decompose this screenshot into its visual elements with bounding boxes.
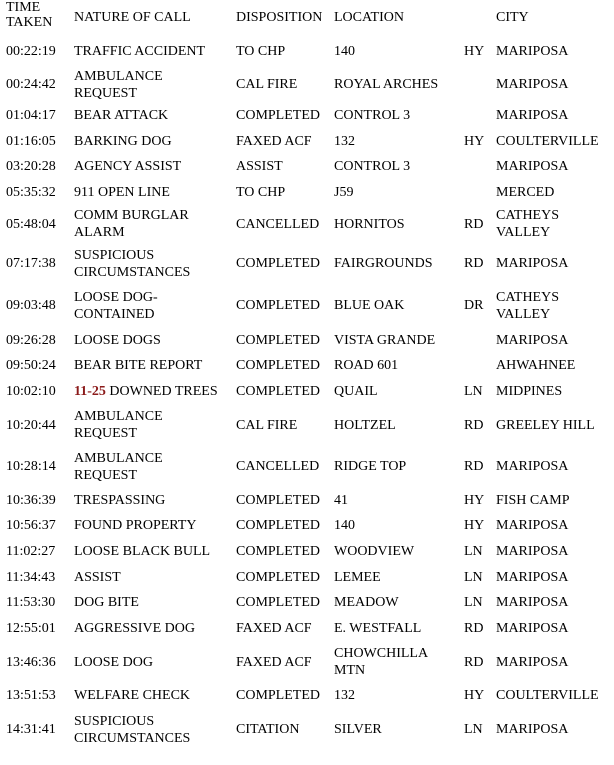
location-cell: LEMEE — [334, 569, 381, 585]
time-cell: 01:04:17 — [6, 108, 56, 123]
disposition-cell: COMPLETED — [236, 595, 320, 610]
city-cell: MARIPOSA — [496, 159, 569, 174]
time-cell: 01:16:05 — [6, 133, 56, 149]
suffix-cell: HY — [464, 43, 485, 59]
time-cell: 09:50:24 — [6, 358, 56, 373]
header-suffix — [464, 0, 496, 36]
location-cell: QUAIL — [334, 383, 378, 399]
table-row — [0, 487, 614, 513]
suffix-cell: RD — [464, 417, 484, 433]
city-cell: MIDPINES — [496, 383, 563, 399]
disposition-cell: CITATION — [236, 722, 300, 737]
disposition-cell: CANCELLED — [236, 459, 320, 474]
nature-cell: AGENCY ASSIST — [74, 159, 182, 174]
city-cell: MARIPOSA — [496, 569, 569, 585]
city-cell: MARIPOSA — [496, 256, 569, 271]
city-cell: MARIPOSA — [496, 518, 569, 533]
suffix-cell: HY — [464, 133, 485, 149]
nature-cell: LOOSE DOGS — [74, 332, 161, 348]
time-cell: 10:56:37 — [6, 518, 56, 533]
table-row — [0, 179, 614, 205]
city-cell: CATHEYS VALLEY — [496, 208, 560, 240]
location-cell: E. WESTFALL — [334, 620, 422, 636]
table-row — [0, 284, 614, 327]
nature-label: DOWNED TREES — [109, 383, 218, 399]
nature-cell: AGGRESSIVE DOG — [74, 620, 195, 636]
nature-text — [74, 383, 218, 400]
time-cell: 12:55:01 — [6, 620, 56, 636]
nature-cell: LOOSE BLACK BULL — [74, 543, 211, 559]
location-cell: ROYAL ARCHES — [334, 77, 439, 92]
disposition-cell: COMPLETED — [236, 256, 320, 271]
location-cell: CONTROL 3 — [334, 108, 411, 123]
time-cell: 10:28:14 — [6, 459, 56, 474]
time-cell: 00:22:19 — [6, 43, 56, 59]
nature-cell: BEAR BITE REPORT — [74, 358, 203, 373]
suffix-cell: RD — [464, 459, 484, 474]
call-code: 11-25 — [74, 383, 106, 399]
city-cell: MARIPOSA — [496, 43, 569, 59]
table-row — [0, 128, 614, 154]
time-cell: 05:35:32 — [6, 184, 56, 200]
table-row — [0, 564, 614, 590]
location-cell: MEADOW — [334, 595, 399, 610]
location-cell: CONTROL 3 — [334, 159, 411, 174]
nature-cell: BARKING DOG — [74, 133, 172, 149]
nature-cell: TRAFFIC ACCIDENT — [74, 43, 206, 59]
location-cell: HOLTZEL — [334, 417, 396, 433]
suffix-cell: DR — [464, 298, 484, 313]
time-cell: 07:17:38 — [6, 256, 56, 271]
time-cell: 03:20:28 — [6, 159, 56, 174]
location-cell: VISTA GRANDE — [334, 332, 436, 348]
disposition-cell: COMPLETED — [236, 332, 320, 348]
time-cell: 10:20:44 — [6, 417, 56, 433]
time-cell: 13:46:36 — [6, 654, 56, 670]
table-row — [0, 243, 614, 284]
table-row — [0, 590, 614, 615]
suffix-cell: RD — [464, 620, 484, 636]
location-cell: FAIRGROUNDS — [334, 256, 433, 271]
disposition-cell: COMPLETED — [236, 688, 320, 703]
table-row — [0, 404, 614, 446]
table-row — [0, 103, 614, 128]
city-cell: MARIPOSA — [496, 654, 569, 670]
disposition-cell: FAXED ACF — [236, 654, 312, 670]
location-cell: 132 — [334, 133, 355, 149]
table-row — [0, 154, 614, 179]
city-cell: MARIPOSA — [496, 620, 569, 636]
suffix-cell — [464, 154, 496, 179]
location-cell: J59 — [334, 184, 354, 200]
table-body — [0, 36, 614, 751]
time-cell: 09:03:48 — [6, 298, 56, 313]
nature-cell: FOUND PROPERTY — [74, 518, 197, 533]
table-row — [0, 538, 614, 564]
suffix-cell: LN — [464, 383, 483, 399]
city-cell: COULTERVILLE — [496, 133, 599, 149]
time-cell: 14:31:41 — [6, 722, 56, 737]
nature-cell: 911 OPEN LINE — [74, 184, 170, 200]
header-nature-of-call: NATURE OF CALL — [74, 10, 191, 25]
disposition-cell: TO CHP — [236, 43, 286, 59]
suffix-cell: LN — [464, 595, 483, 610]
nature-cell: AMBULANCE REQUEST — [74, 409, 163, 441]
location-cell: HORNITOS — [334, 216, 405, 232]
disposition-cell: CAL FIRE — [236, 77, 298, 92]
time-cell: 09:26:28 — [6, 332, 56, 348]
nature-cell: LOOSE DOG — [74, 654, 153, 670]
city-cell: MARIPOSA — [496, 722, 569, 737]
time-cell: 05:48:04 — [6, 216, 56, 232]
table-row — [0, 66, 614, 103]
disposition-cell: COMPLETED — [236, 518, 320, 533]
location-cell: 140 — [334, 518, 355, 533]
location-cell: 140 — [334, 43, 355, 59]
city-cell: MARIPOSA — [496, 595, 569, 610]
nature-cell: AMBULANCE REQUEST — [74, 68, 163, 101]
location-cell: 132 — [334, 688, 355, 703]
city-cell: AHWAHNEE — [496, 358, 576, 373]
city-cell: MARIPOSA — [496, 108, 569, 123]
city-cell: MARIPOSA — [496, 77, 569, 92]
location-cell: BLUE OAK — [334, 298, 405, 313]
city-cell: GREELEY HILL — [496, 417, 595, 433]
nature-cell: WELFARE CHECK — [74, 688, 191, 703]
suffix-cell: HY — [464, 688, 485, 703]
time-cell: 10:36:39 — [6, 492, 56, 508]
disposition-cell: COMPLETED — [236, 358, 320, 373]
suffix-cell: RD — [464, 216, 484, 232]
nature-cell: BEAR ATTACK — [74, 108, 169, 123]
table-row — [0, 36, 614, 66]
nature-cell: SUSPICIOUS CIRCUMSTANCES — [74, 247, 191, 280]
location-cell: RIDGE TOP — [334, 459, 407, 474]
header-disposition: DISPOSITION — [236, 10, 323, 25]
location-cell: 41 — [334, 492, 348, 508]
suffix-cell: HY — [464, 492, 485, 508]
table-row — [0, 205, 614, 243]
table-row — [0, 353, 614, 378]
city-cell: MARIPOSA — [496, 543, 569, 559]
header-city: CITY — [496, 10, 529, 25]
city-cell: MARIPOSA — [496, 459, 569, 474]
table-row — [0, 708, 614, 751]
suffix-cell: HY — [464, 518, 485, 533]
location-cell: CHOWCHILLA MTN — [334, 646, 429, 678]
suffix-cell: LN — [464, 722, 483, 737]
table-row — [0, 615, 614, 641]
disposition-cell: CANCELLED — [236, 216, 320, 232]
table-row — [0, 446, 614, 487]
table-row — [0, 641, 614, 683]
nature-cell: COMM BURGLAR ALARM — [74, 208, 189, 240]
disposition-cell: COMPLETED — [236, 383, 320, 399]
disposition-cell: COMPLETED — [236, 492, 320, 508]
disposition-cell: COMPLETED — [236, 298, 320, 313]
nature-cell: AMBULANCE REQUEST — [74, 450, 163, 483]
time-cell: 10:02:10 — [6, 383, 56, 399]
location-cell: WOODVIEW — [334, 543, 415, 559]
disposition-cell: FAXED ACF — [236, 620, 312, 636]
suffix-cell — [464, 66, 496, 103]
time-cell: 11:02:27 — [6, 543, 56, 559]
city-cell: COULTERVILLE — [496, 688, 599, 703]
nature-cell — [74, 378, 236, 404]
suffix-cell — [464, 353, 496, 378]
table-row — [0, 327, 614, 353]
time-cell: 11:53:30 — [6, 595, 56, 610]
disposition-cell: COMPLETED — [236, 108, 320, 123]
table-row — [0, 513, 614, 538]
suffix-cell — [464, 327, 496, 353]
suffix-cell: RD — [464, 256, 484, 271]
nature-cell: DOG BITE — [74, 595, 139, 610]
location-cell: SILVER — [334, 722, 382, 737]
suffix-cell: LN — [464, 543, 483, 559]
disposition-cell: COMPLETED — [236, 543, 320, 559]
table-row — [0, 683, 614, 708]
nature-cell: SUSPICIOUS CIRCUMSTANCES — [74, 713, 191, 746]
city-cell: CATHEYS VALLEY — [496, 289, 560, 322]
location-cell: ROAD 601 — [334, 358, 399, 373]
header-time-taken: TIME TAKEN — [6, 0, 53, 30]
disposition-cell: TO CHP — [236, 184, 286, 200]
disposition-cell: FAXED ACF — [236, 133, 312, 149]
nature-cell: ASSIST — [74, 569, 121, 585]
table-row — [0, 378, 614, 404]
suffix-cell — [464, 179, 496, 205]
disposition-cell: COMPLETED — [236, 569, 320, 585]
time-cell: 11:34:43 — [6, 569, 56, 585]
time-cell: 13:51:53 — [6, 688, 56, 703]
nature-cell: LOOSE DOG- CONTAINED — [74, 289, 158, 322]
disposition-cell: ASSIST — [236, 159, 283, 174]
city-cell: MARIPOSA — [496, 332, 569, 348]
nature-cell: TRESPASSING — [74, 492, 166, 508]
disposition-cell: CAL FIRE — [236, 417, 298, 433]
city-cell: FISH CAMP — [496, 492, 570, 508]
header-location: LOCATION — [334, 10, 404, 25]
time-cell: 00:24:42 — [6, 77, 56, 92]
table-header — [0, 0, 614, 36]
suffix-cell: RD — [464, 654, 484, 670]
city-cell: MERCED — [496, 184, 555, 200]
suffix-cell — [464, 103, 496, 128]
suffix-cell: LN — [464, 569, 483, 585]
